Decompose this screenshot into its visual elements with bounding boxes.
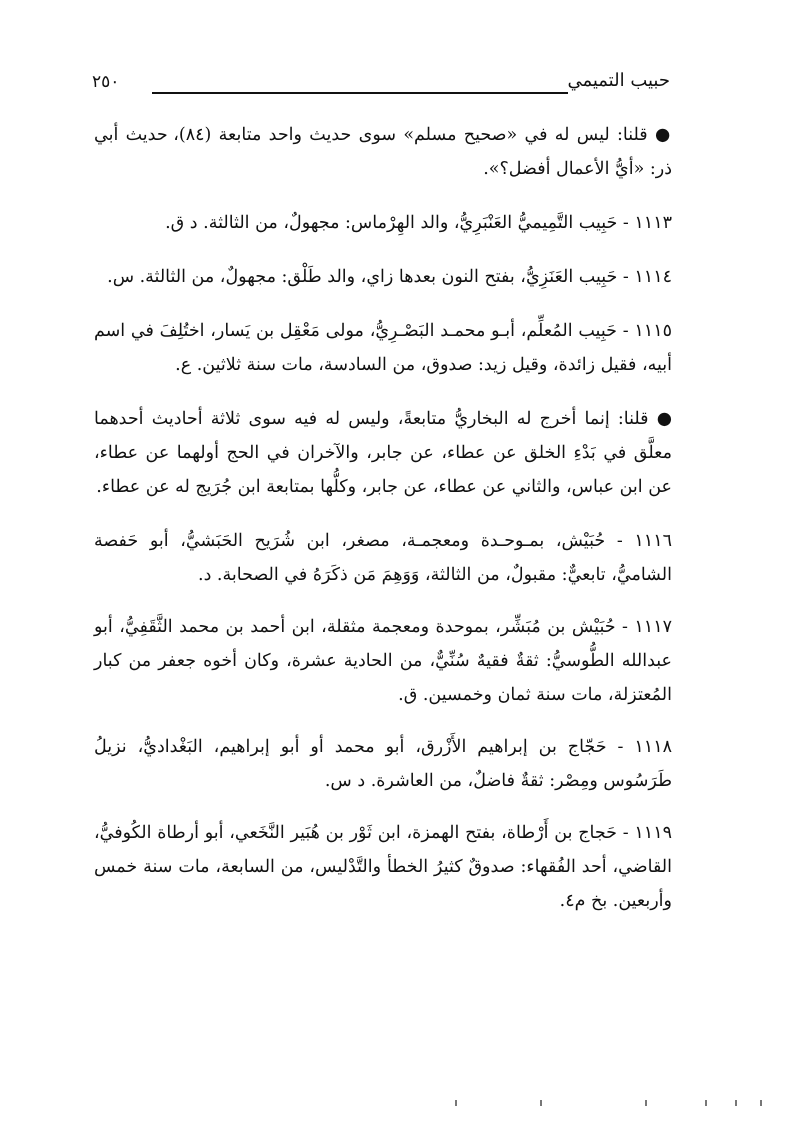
page-header xyxy=(92,70,670,110)
biography-entry: ١١١٤ - حَبِيب العَنَزِيُّ، بفتح النون بعدها زاي، والد طَلْق: مجهولٌ، من الثالثة. س. xyxy=(107,267,672,287)
page-number: ٢٥٠ xyxy=(92,72,120,92)
biography-entry: ١١١٥ - حَبِيب المُعلِّم، أبـو محمـد البَصْـرِيُّ، مولى مَعْقِل بن يَسار، اختُلِفَ في اسم أبيه، فقيل زائدة، وقيل زيد: صدوق، من السادسة، مات سنة ثلاثين. ع. xyxy=(94,321,672,375)
scan-speck xyxy=(645,1100,647,1106)
scan-speck xyxy=(735,1100,737,1106)
scan-speck xyxy=(705,1100,707,1106)
header-rule xyxy=(152,92,568,94)
scan-speck xyxy=(760,1100,762,1106)
note-paragraph: ● قلنا: ليس له في «صحيح مسلم» سوى حديث واحد متابعة (٨٤)، حديث أبي ذر: «أيُّ الأعمال أفضل؟». xyxy=(94,125,672,179)
page-body xyxy=(94,118,672,936)
scan-speck xyxy=(540,1100,542,1106)
running-title: حبيب التميمي xyxy=(567,70,670,91)
biography-entry: ١١١٧ - حُبَيْش بن مُبَشِّر، بموحدة ومعجمة مثقلة، ابن أحمد بن محمد الثَّقَفِيُّ، أبو عبدالله الطُّوسيُّ: ثقةٌ فقيهٌ سُنِّيٌّ، من الحادية عشرة، وكان أخوه جعفر من كبار المُعتزلة، مات سنة ثمان وخمسين. ق. xyxy=(94,617,672,705)
biography-entry: ١١١٦ - حُبَيْش، بمـوحـدة ومعجمـة، مصغر، ابن شُرَيح الحَبَشيُّ، أبو حَفصة الشاميُّ، تابعيٌّ: مقبولٌ، من الثالثة، وَوَهِمَ مَن ذكَرَهُ في الصحابة. د. xyxy=(94,531,672,585)
scan-speck xyxy=(455,1100,457,1106)
biography-entry: ١١١٨ - حَجّاج بن إبراهيم الأَزْرق، أبو محمد أو أبو إبراهيم، البَغْداديُّ، نزيلُ طَرَسُوس ومِصْر: ثقةٌ فاضلٌ، من العاشرة. د س. xyxy=(94,737,672,791)
biography-entry: ١١١٩ - حَجاج بن أَرْطاة، بفتح الهمزة، ابن ثَوْر بن هُبَير النَّخَعي، أبو أرطاة الكُوفيُّ، القاضي، أحد الفُقهاء: صدوقٌ كثيرُ الخطأ والتَّدْليس، من السابعة، مات سنة خمس وأربعين. بخ م٤. xyxy=(94,823,672,911)
biography-entry: ١١١٣ - حَبِيب التَّمِيميُّ العَنْبَرِيُّ، والد الهِرْماس: مجهولٌ، من الثالثة. د ق. xyxy=(165,213,672,233)
note-paragraph: ● قلنا: إنما أخرج له البخاريُّ متابعةً، وليس له فيه سوى ثلاثة أحاديث أحدهما معلَّق في بَدْءِ الخلق عن عطاء، عن جابر، والآخران في الحج أولهما عن عطاء، عن ابن عباس، والثاني عن عطاء، عن جابر، وكلُّها بمتابعة ابن جُرَيج له عن عطاء. xyxy=(94,409,672,497)
